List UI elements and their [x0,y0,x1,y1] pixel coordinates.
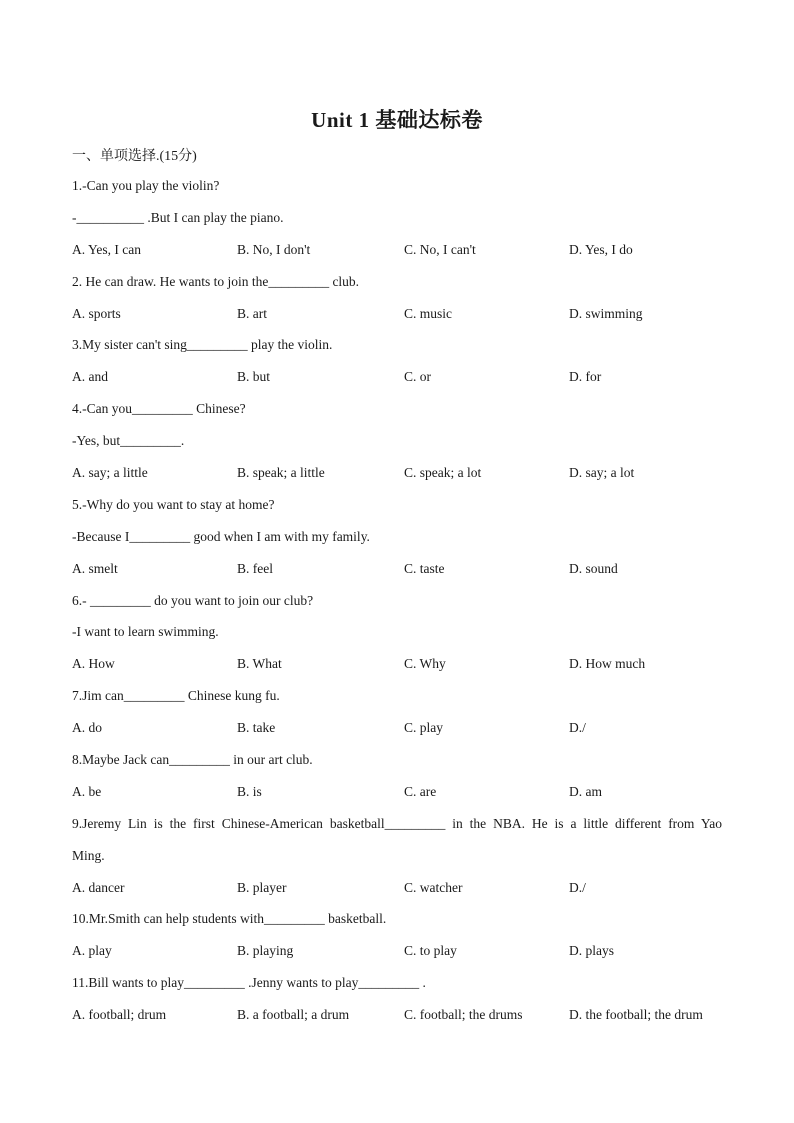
option-b: B. is [237,783,262,799]
option-d: D. the football; the drum [569,1007,703,1023]
question-9-options [72,878,722,910]
option-b: B. No, I don't [237,241,311,257]
option-b: B. a football; a drum [237,1007,350,1023]
option-a: A. Yes, I can [72,241,141,257]
question-7-text: 7.Jim can_________ Chinese kung fu. [72,688,280,704]
option-b: B. playing [237,943,294,959]
question-8-text: 8.Maybe Jack can_________ in our art club. [72,752,313,768]
option-d: D. am [569,783,602,799]
question-5-options [72,559,722,591]
option-d: D. plays [569,943,614,959]
option-a: A. dancer [72,879,125,895]
option-c: C. or [404,369,431,385]
option-a: A. How [72,656,115,672]
question-9-text-continued: Ming. [72,847,105,863]
question-1-text: 1.-Can you play the violin? [72,178,220,193]
page-title: Unit 1 基础达标卷 [311,108,483,132]
option-a: A. do [72,720,102,736]
question-4-options [72,463,722,495]
question-1-options [72,240,722,272]
question-10-text: 10.Mr.Smith can help students with_________ basketball. [72,911,387,927]
section-heading: 一、单项选择.(15分) [72,149,197,164]
option-b: B. art [237,305,267,321]
option-b: B. take [237,720,276,736]
option-d: D. Yes, I do [569,241,633,257]
option-c: C. are [404,783,437,799]
option-a: A. football; drum [72,1007,167,1023]
question-3-text: 3.My sister can't sing_________ play the violin. [72,337,333,353]
question-11-text: 11.Bill wants to play_________ .Jenny wants to play_________ . [72,975,426,991]
option-c: C. Why [404,656,446,672]
option-b: B. player [237,879,287,895]
option-a: A. sports [72,305,121,321]
option-c: C. music [404,305,453,321]
question-4-response: -Yes, but_________. [72,433,185,449]
option-c: C. to play [404,943,457,959]
option-a: A. and [72,369,108,385]
question-6-text: 6.- _________ do you want to join our club? [72,592,314,608]
question-9-text: 9.Jeremy Lin is the first Chinese-American basketball_________ in the NBA. He is a little different from Yao [72,815,722,831]
option-b: B. feel [237,560,273,576]
question-4-text: 4.-Can you_________ Chinese? [72,401,246,417]
option-c: C. taste [404,560,445,576]
question-7-options [72,718,722,750]
option-b: B. What [237,656,282,672]
option-d: D./ [569,720,586,736]
question-5-text: 5.-Why do you want to stay at home? [72,496,275,512]
option-d: D. swimming [569,305,643,321]
option-c: C. football; the drums [404,1007,523,1023]
question-5-response: -Because I_________ good when I am with my family. [72,528,370,544]
option-c: C. No, I can't [404,241,476,257]
option-d: D. sound [569,560,618,576]
option-d: D. say; a lot [569,465,635,481]
option-a: A. play [72,943,112,959]
question-6-options [72,654,722,686]
option-d: D. How much [569,656,646,672]
option-a: A. say; a little [72,465,148,481]
question-3-options [72,367,722,399]
question-2-text: 2. He can draw. He wants to join the_________ club. [72,273,360,289]
question-10-options [72,941,722,973]
option-c: C. speak; a lot [404,465,482,481]
question-11-options [72,1005,722,1037]
question-6-response: -I want to learn swimming. [72,624,219,640]
option-b: B. speak; a little [237,465,325,481]
question-list [72,176,722,1037]
option-c: C. watcher [404,879,463,895]
question-2-options [72,304,722,336]
option-a: A. smelt [72,560,118,576]
option-d: D./ [569,879,586,895]
question-8-options [72,782,722,814]
option-b: B. but [237,369,271,385]
question-1-response: -__________ .But I can play the piano. [72,209,284,225]
option-c: C. play [404,720,443,736]
option-d: D. for [569,369,602,385]
option-a: A. be [72,783,102,799]
